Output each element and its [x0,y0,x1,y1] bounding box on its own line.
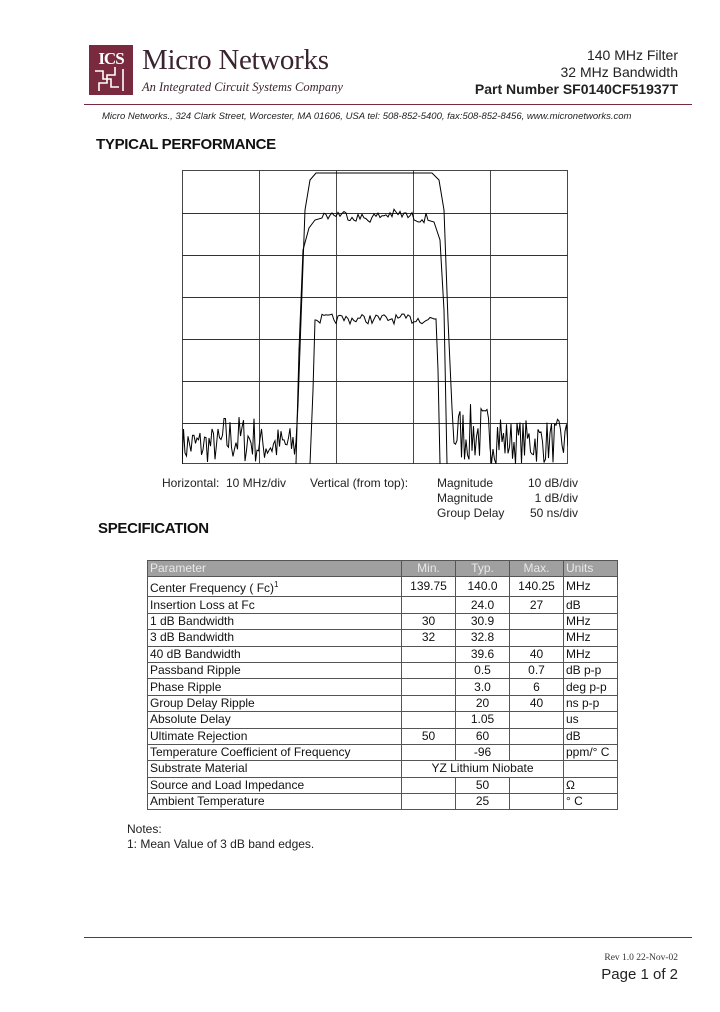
cell-parameter: Passband Ripple [148,662,402,678]
cell-typ: 32.8 [456,630,510,646]
cell-typ: 50 [456,777,510,793]
cell-min: 50 [402,728,456,744]
cell-units: dB [564,597,618,613]
cell-typ: 24.0 [456,597,510,613]
cell-units: us [564,712,618,728]
table-row [148,577,618,597]
cell-units: ° C [564,794,618,810]
table-header-row [148,561,618,577]
horizontal-scale-value: 10 MHz/div [226,476,287,490]
specification-title: SPECIFICATION [98,520,209,537]
cell-typ: 20 [456,695,510,711]
cell-max [510,728,564,744]
company-tagline: An Integrated Circuit Systems Company [142,80,343,94]
cell-min: 32 [402,630,456,646]
cell-max [510,630,564,646]
header-title-line-2: 32 MHz Bandwidth [560,64,678,80]
page-number: Page 1 of 2 [601,966,678,983]
cell-typ: 1.05 [456,712,510,728]
cell-units: MHz [564,630,618,646]
cell-min [402,695,456,711]
typical-performance-title: TYPICAL PERFORMANCE [96,136,276,153]
cell-typ: -96 [456,744,510,760]
cell-min: 30 [402,613,456,629]
horizontal-scale-label: Horizontal: [162,476,220,490]
cell-units: deg p-p [564,679,618,695]
trace-1-scale: 10 dB/div [527,476,578,490]
notes-title: Notes: [127,822,162,836]
cell-units: MHz [564,613,618,629]
cell-parameter: 40 dB Bandwidth [148,646,402,662]
cell-typ: 0.5 [456,662,510,678]
cell-min [402,744,456,760]
cell-parameter: Phase Ripple [148,679,402,695]
cell-max: 27 [510,597,564,613]
cell-min [402,597,456,613]
cell-max: 140.25 [510,577,564,597]
trace-3-name: Group Delay [437,506,505,520]
cell-parameter: Ambient Temperature [148,794,402,810]
table-row [148,646,618,662]
cell-max [510,712,564,728]
cell-max: 40 [510,695,564,711]
logo-text: ICS [98,49,124,68]
cell-parameter: Absolute Delay [148,712,402,728]
table-row [148,761,618,777]
cell-min [402,662,456,678]
trace-magnitude-1db [296,209,447,464]
cell-max: 6 [510,679,564,695]
trace-group-delay [310,314,440,464]
cell-max [510,794,564,810]
company-logo [89,45,133,95]
cell-units: MHz [564,646,618,662]
header-divider [84,104,692,105]
cell-typ: 3.0 [456,679,510,695]
table-row [148,679,618,695]
cell-units: ppm/° C [564,744,618,760]
cell-min [402,679,456,695]
cell-units: MHz [564,577,618,597]
footer-divider [84,937,692,938]
revision-date: Rev 1.0 22-Nov-02 [604,953,678,963]
trace-2-name: Magnitude [437,491,494,505]
table-row [148,613,618,629]
cell-parameter: Group Delay Ripple [148,695,402,711]
cell-max [510,777,564,793]
cell-typ: 60 [456,728,510,744]
table-row [148,662,618,678]
cell-units: dB [564,728,618,744]
note-item: 1: Mean Value of 3 dB band edges. [127,837,315,851]
cell-value-span: YZ Lithium Niobate [402,761,564,777]
cell-units: dB p-p [564,662,618,678]
cell-parameter: Temperature Coefficient of Frequency [148,744,402,760]
cell-parameter: Substrate Material [148,761,402,777]
table-row [148,712,618,728]
column-header-units: Units [564,561,618,577]
cell-parameter: 3 dB Bandwidth [148,630,402,646]
cell-parameter: Source and Load Impedance [148,777,402,793]
column-header-min: Min. [402,561,456,577]
trace-3-scale: 50 ns/div [529,506,578,520]
cell-min [402,646,456,662]
cell-typ: 140.0 [456,577,510,597]
cell-min: 139.75 [402,577,456,597]
part-number: Part Number SF0140CF51937T [474,81,678,97]
header-title-line-1: 140 MHz Filter [586,47,678,63]
table-row [148,777,618,793]
vertical-scale-label: Vertical (from top): [310,476,409,490]
cell-max: 40 [510,646,564,662]
trace-1-name: Magnitude [437,476,494,490]
logo-graphic-icon [89,45,133,95]
company-name: Micro Networks [142,44,329,76]
cell-typ: 39.6 [456,646,510,662]
cell-units: ns p-p [564,695,618,711]
table-row [148,695,618,711]
column-header-typ: Typ. [456,561,510,577]
trace-magnitude-10db [182,173,568,464]
performance-plot [182,170,568,465]
cell-max [510,613,564,629]
company-address: Micro Networks., 324 Clark Street, Worcester, MA 01606, USA tel: 508-852-5400, fax:508-852-8456, www.micronetworks.com [102,111,632,122]
notes-section [127,822,314,851]
column-header-max: Max. [510,561,564,577]
table-row [148,744,618,760]
cell-min [402,794,456,810]
cell-min [402,777,456,793]
cell-max: 0.7 [510,662,564,678]
table-row [148,597,618,613]
cell-parameter: 1 dB Bandwidth [148,613,402,629]
cell-units [564,761,618,777]
cell-typ: 30.9 [456,613,510,629]
cell-typ: 25 [456,794,510,810]
trace-2-scale: 1 dB/div [534,491,578,505]
cell-parameter: Center Frequency ( Fc)$^1$ [148,577,402,597]
table-row [148,630,618,646]
cell-parameter: Ultimate Rejection [148,728,402,744]
cell-max [510,744,564,760]
column-header-parameter: Parameter [148,561,402,577]
cell-units: Ω [564,777,618,793]
cell-parameter: Insertion Loss at Fc [148,597,402,613]
table-row [148,728,618,744]
cell-min [402,712,456,728]
table-row [148,794,618,810]
specification-table [147,560,618,810]
